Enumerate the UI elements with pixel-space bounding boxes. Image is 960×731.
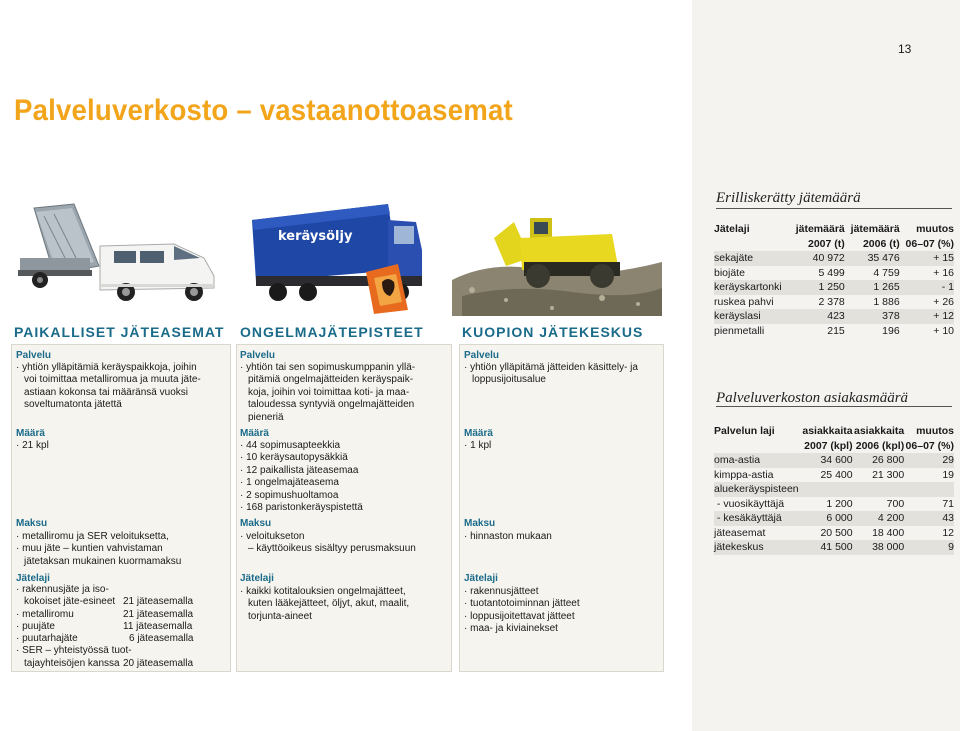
fee-text: · veloitukseton – käyttöoikeus sisältyy perusmaksuun	[240, 531, 416, 555]
fee-text: · metalliromu ja SER veloituksetta, · muu jäte – kuntien vahvistaman jätetaksan mukainen kuormamaksu	[16, 531, 182, 567]
truck-logo-text: keräysöljy	[278, 229, 353, 244]
heading-divider	[716, 406, 952, 407]
page-number: 13	[898, 42, 912, 56]
table-header-row: 2007 (t) 2006 (t) 06–07 (%)	[808, 237, 954, 250]
quantity-label: Määrä	[464, 428, 493, 439]
heading-divider	[716, 208, 952, 209]
table-header-row: Jätelaji jätemäärä jätemäärä muutos	[714, 223, 954, 236]
quantity-label: Määrä	[240, 428, 269, 439]
column-heading-hazardous-points: ONGELMAJÄTEPISTEET	[240, 324, 424, 340]
table-row: jäteasemat 20 500 18 400 12	[714, 526, 954, 539]
waste-type-text: · kaikki kotitalouksien ongelmajätteet, kuten lääkejätteet, öljyt, akut, maalit, torjunta-aineet	[240, 586, 410, 622]
service-label: Palvelu	[16, 350, 52, 361]
separately-collected-table	[714, 222, 954, 338]
van-with-trailer-photo	[14, 196, 228, 308]
fee-text: · hinnaston mukaan	[464, 531, 552, 542]
fee-label: Maksu	[240, 518, 272, 529]
waste-type-list: · rakennusjäte ja iso- kokoiset jäte-esineet 21 jäteasemalla · metalliromu 21 jäteasemalla · puujäte 11 jäteasemalla · puutarhajäte 6 jäteasemalla · SER – yhteistyössä tuot- tajayhteisöjen kanssa 20 jäteasemalla	[16, 584, 194, 669]
fee-label: Maksu	[16, 518, 48, 529]
service-label: Palvelu	[464, 350, 500, 361]
table-row: pienmetalli 215 196 + 10	[714, 324, 954, 337]
landfill-compactor-photo	[452, 200, 662, 316]
waste-type-label: Jätelaji	[240, 573, 274, 584]
quantity-label: Määrä	[16, 428, 45, 439]
table-row: oma-astia 34 600 26 800 29	[714, 454, 954, 467]
customer-count-heading: Palveluverkoston asiakasmäärä	[716, 390, 909, 406]
table-header-row: Palvelun laji asiakkaita asiakkaita muutos	[714, 425, 954, 438]
table-row: kimppa-astia 25 400 21 300 19	[714, 468, 954, 481]
fee-label: Maksu	[464, 518, 496, 529]
quantity-text: · 1 kpl	[464, 440, 492, 451]
waste-type-label: Jätelaji	[16, 573, 50, 584]
service-label: Palvelu	[240, 350, 276, 361]
column-heading-waste-center: KUOPION JÄTEKESKUS	[462, 324, 644, 340]
table-row: aluekeräyspisteen	[714, 482, 954, 497]
waste-type-label: Jätelaji	[464, 573, 498, 584]
table-row: jätekeskus 41 500 38 000 9	[714, 541, 954, 554]
service-text: · yhtiön ylläpitämä jätteiden käsittely- ja loppusijoitusalue	[464, 362, 638, 386]
table-row: ruskea pahvi 2 378 1 886 + 26	[714, 295, 954, 308]
page-title: Palveluverkosto – vastaanottoasemat	[14, 94, 513, 127]
table-row: keräyskartonki 1 250 1 265 - 1	[714, 281, 954, 294]
hazardous-waste-truck-photo	[238, 198, 434, 318]
table-header-row: 2007 (kpl) 2006 (kpl) 06–07 (%)	[804, 439, 954, 452]
table-row: - kesäkäyttäjä 6 000 4 200 43	[714, 512, 954, 525]
quantity-list: · 44 sopimusapteekkia · 10 keräysautopysäkkiä · 12 paikallista jäteasemaa · 1 ongelmajäteasema · 2 sopimushuoltamoa · 168 paristonkeräyspistettä	[240, 440, 363, 514]
customer-count-table	[714, 424, 954, 555]
table-row: sekajäte 40 972 35 476 + 15	[714, 252, 954, 265]
waste-type-list: · rakennusjätteet · tuotantotoiminnan jätteet · loppusijoitettavat jätteet · maa- ja kiviainekset	[464, 586, 580, 635]
table-row: keräyslasi 423 378 + 12	[714, 310, 954, 323]
service-text: · yhtiön tai sen sopimuskumppanin yllä- pitämiä ongelmajätteiden keräyspaik- koja, joihin voi toimittaa koti- ja maa- taloudessa syntyviä ongelmajätteiden pieneriä	[240, 362, 416, 423]
table-row: biojäte 5 499 4 759 + 16	[714, 266, 954, 279]
statistics-sidebar	[692, 0, 960, 731]
column-heading-local-stations: PAIKALLISET JÄTEASEMAT	[14, 324, 225, 340]
quantity-text: · 21 kpl	[16, 440, 49, 451]
separately-collected-heading: Erilliskerätty jätemäärä	[716, 190, 861, 206]
service-text: · yhtiön ylläpitämiä keräyspaikkoja, joihin voi toimittaa metalliromua ja muuta jäte- astiaan kokonsa tai määränsä vuoksi soveltumatonta jätettä	[16, 362, 201, 411]
table-row: - vuosikäyttäjä 1 200 700 71	[714, 497, 954, 510]
